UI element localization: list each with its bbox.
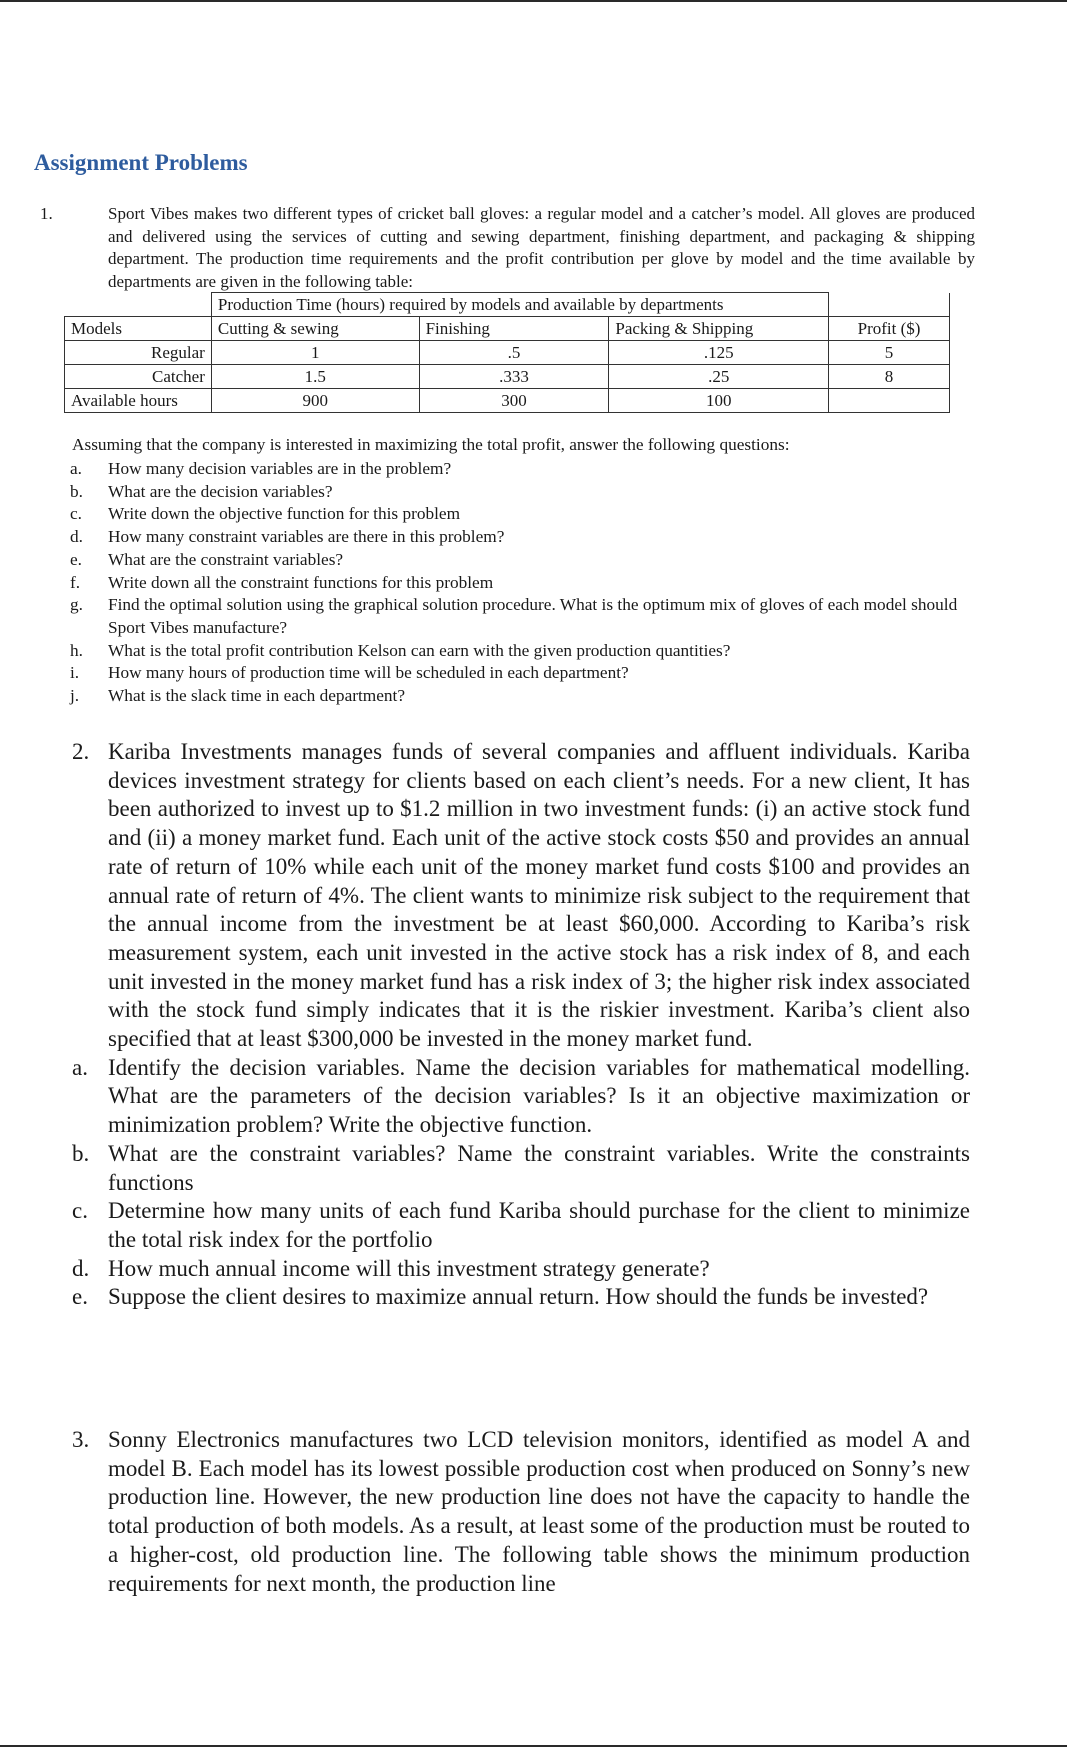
list-item (70, 549, 970, 572)
table-cell: .125 (609, 341, 829, 365)
item-letter: a. (70, 459, 82, 478)
list-item (70, 481, 970, 504)
item-text: How many decision variables are in the problem? (108, 459, 452, 478)
item-text: What is the slack time in each department? (108, 686, 406, 706)
item-text: Suppose the client desires to maximize annual return. How should the funds be invested? (108, 1284, 929, 1310)
column-header: Finishing (419, 317, 609, 341)
production-time-table (64, 292, 950, 413)
table-cell: .25 (609, 365, 829, 389)
table-row (65, 389, 950, 413)
table-cell: Available hours (65, 389, 212, 413)
item-text: Find the optimal solution using the graphical solution procedure. What is the optimum mix of gloves of each model should Sport Vibes manufacture? (108, 595, 958, 637)
item-text: Determine how many units of each fund Kariba should purchase for the client to minimize the total risk index for the portfolio (108, 1198, 970, 1252)
top-rule (0, 0, 1067, 2)
item-text: What are the constraint variables? (108, 549, 344, 569)
table-cell: .333 (419, 365, 609, 389)
item-text: Write down the objective function for this problem (108, 504, 461, 524)
list-item (70, 662, 970, 685)
item-letter: g. (70, 595, 83, 615)
list-item (72, 1283, 970, 1312)
problem-number: 2. (72, 739, 90, 764)
problem-2 (72, 738, 970, 1312)
problem-1-intro (40, 203, 975, 293)
item-letter: j. (70, 686, 80, 706)
list-item (72, 1197, 970, 1254)
item-letter: c. (72, 1198, 88, 1224)
list-item (72, 1255, 970, 1284)
table-row (65, 341, 950, 365)
item-text: Write down all the constraint functions for this problem (108, 572, 494, 592)
table-cell: Catcher (65, 365, 212, 389)
page-title: Assignment Problems (34, 150, 248, 175)
item-letter: b. (72, 1140, 90, 1166)
table-cell: Regular (65, 341, 212, 365)
table-cell: 5 (829, 341, 950, 365)
item-text: How many hours of production time will be scheduled in each department? (108, 663, 629, 683)
list-item (70, 503, 970, 526)
table-cell: 100 (609, 389, 829, 413)
item-text: How much annual income will this investment strategy generate? (108, 1255, 710, 1281)
list-item (72, 1054, 970, 1140)
list-item (72, 1140, 970, 1197)
column-header: Models (65, 317, 212, 341)
column-header: Cutting & sewing (211, 317, 419, 341)
list-item (70, 594, 970, 639)
item-text: How many constraint variables are there in this problem? (108, 527, 505, 547)
item-letter: h. (70, 640, 83, 660)
table-cell: 900 (211, 389, 419, 413)
table-cell: 8 (829, 365, 950, 389)
item-letter: f. (70, 572, 81, 592)
item-letter: d. (72, 1255, 90, 1281)
problem-text: Kariba Investments manages funds of several companies and affluent individuals. Kariba devices investment strategy for clients based on each client’s needs. For a new client, It has been authorized to invest up to $1.2 million in two investment funds: (i) an active stock fund and (ii) a money market fund. Each unit of the active stock costs $50 and provides an annual rate of return of 10% while each unit of the money market fund costs $100 and provides an annual rate of return of 4%. The client wants to minimize risk subject to the requirement that the annual income from the investment be at least $60,000. According to Kariba’s risk measurement system, each unit invested in the active stock has a risk index of 8, and each unit invested in the money market fund has a risk index of 3; the higher risk index associated with the stock fund simply indicates that it is the riskier investment. Kariba’s client also specified that at least $300,000 be invested in the money market fund. (108, 739, 970, 1052)
item-text: What are the constraint variables? Name the constraint variables. Write the constraints functions (108, 1140, 970, 1195)
problem-number: 1. (40, 204, 53, 223)
problem-text: Sonny Electronics manufactures two LCD television monitors, identified as model A and model B. Each model has its lowest possible production cost when produced on Sonny’s new production line. However, the new production line does not have the capacity to handle the total production of both models. As a result, at least some of the production must be routed to a higher-cost, old production line. The following table shows the minimum production requirements for next month, the production line (108, 1427, 970, 1596)
table-group-header: Production Time (hours) required by models and available by departments (211, 293, 828, 317)
list-item (70, 685, 970, 708)
item-letter: e. (72, 1284, 88, 1310)
list-item (70, 526, 970, 549)
problem-3-intro (72, 1426, 970, 1598)
table-cell (829, 389, 950, 413)
problem-2-intro (72, 738, 970, 1054)
assumption-text: Assuming that the company is interested in maximizing the total profit, answer the following questions: (72, 435, 790, 454)
column-header: Packing & Shipping (609, 317, 829, 341)
table-header-row (65, 317, 950, 341)
problem-number: 3. (72, 1427, 90, 1452)
item-letter: d. (70, 527, 83, 547)
item-text: What is the total profit contribution Kelson can earn with the given production quantities? (108, 640, 731, 660)
problem-text: Sport Vibes makes two different types of cricket ball gloves: a regular model and a catcher’s model. All gloves are produced and delivered using the services of cutting and sewing department, finishing department, and packaging & shipping department. The production time requirements and the profit contribution per glove by model and the time available by departments are given in the following table: (108, 204, 975, 291)
list-item (70, 572, 970, 595)
item-letter: e. (70, 549, 82, 569)
problem-1-questions (70, 458, 970, 708)
item-text: Identify the decision variables. Name the decision variables for mathematical modelling. What are the parameters of the decision variables? Is it an objective maximization or minimization problem? Write the objective function. (108, 1054, 970, 1138)
column-header: Profit ($) (829, 317, 950, 341)
item-letter: i. (70, 663, 80, 683)
list-item (70, 640, 970, 663)
table-cell: .5 (419, 341, 609, 365)
bottom-rule (0, 1745, 1067, 1747)
list-item (70, 458, 970, 481)
item-letter: b. (70, 481, 83, 501)
table-cell: 1 (211, 341, 419, 365)
table-cell: 300 (419, 389, 609, 413)
table-cell: 1.5 (211, 365, 419, 389)
item-letter: a. (72, 1054, 88, 1080)
table-header-group-row (65, 293, 950, 317)
item-text: What are the decision variables? (108, 481, 333, 501)
problem-3 (72, 1426, 970, 1598)
item-letter: c. (70, 504, 82, 524)
table-row (65, 365, 950, 389)
